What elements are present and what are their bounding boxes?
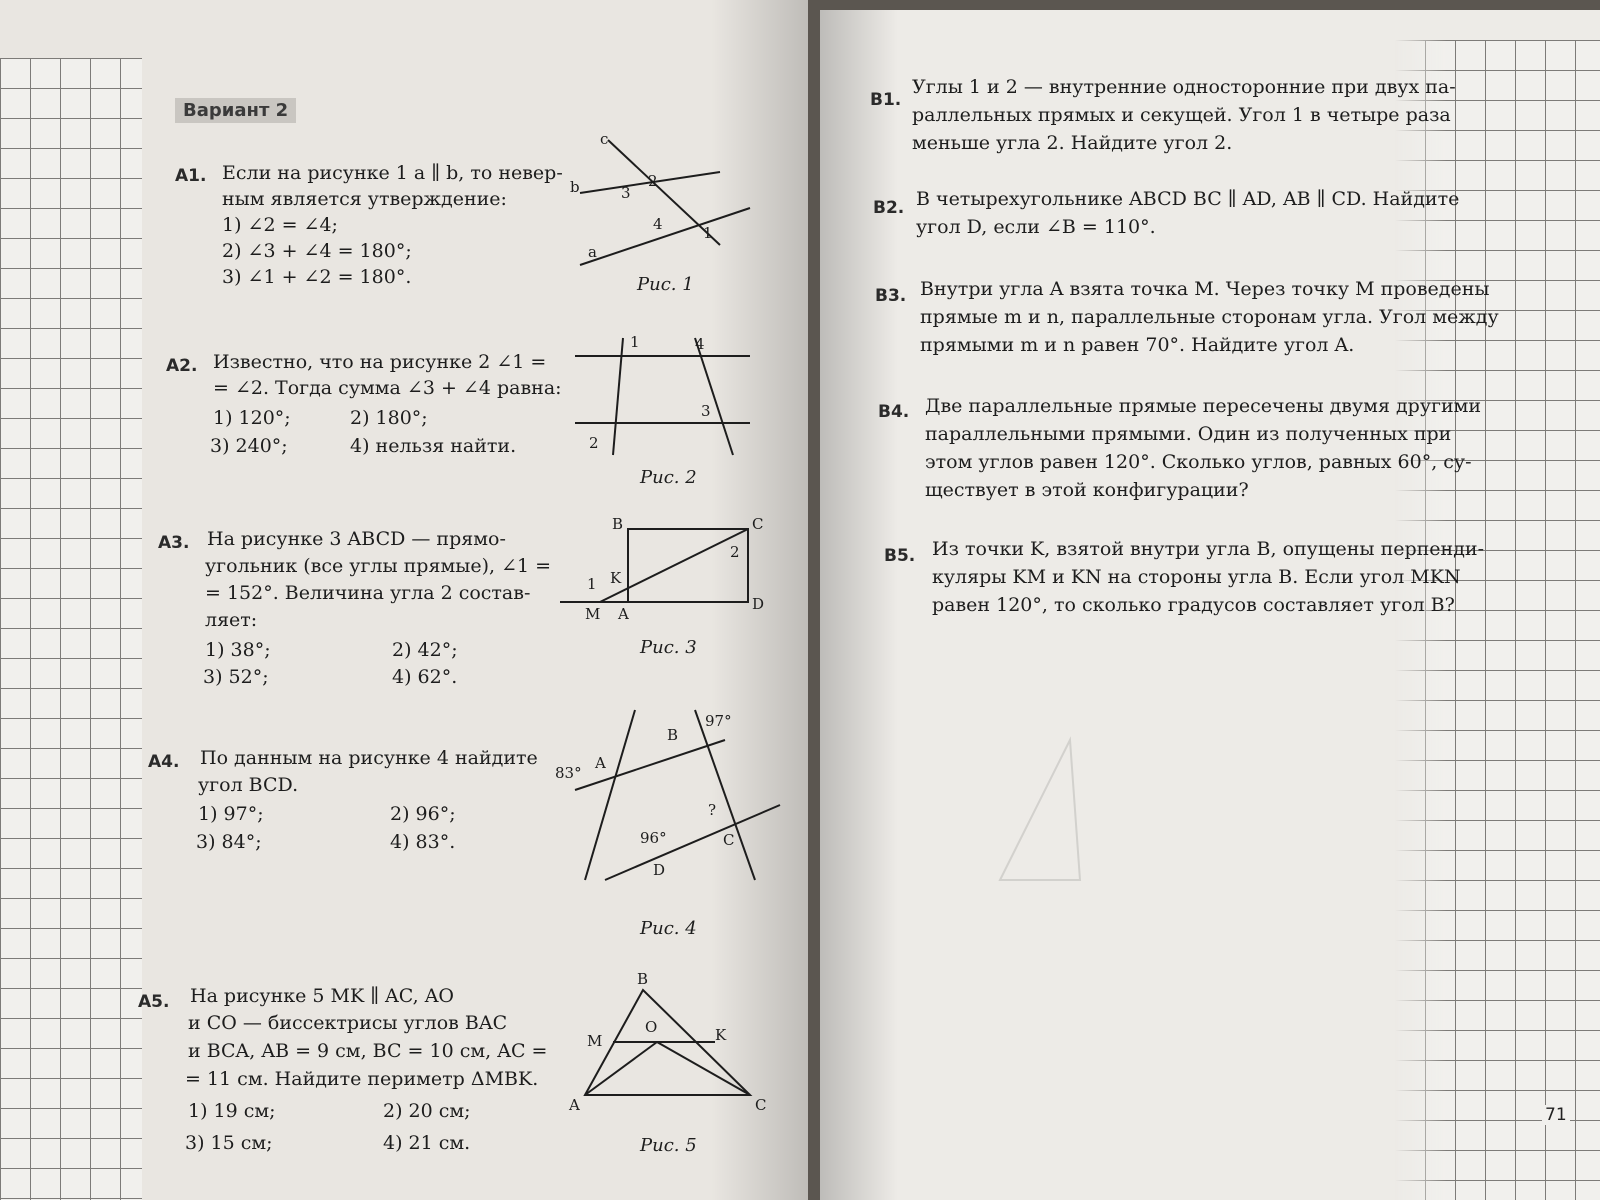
b3-line: Внутри угла A взята точка M. Через точку M проведены — [920, 278, 1490, 300]
fig2-label: 3 — [701, 402, 711, 420]
fig3-caption: Рис. 3 — [640, 637, 697, 658]
fig4-label: C — [723, 831, 735, 849]
b2-label: В2. — [873, 198, 905, 218]
page-number: 71 — [1542, 1105, 1570, 1125]
fig4-label: ? — [708, 801, 717, 819]
figure-2 — [575, 330, 765, 460]
grid-margin-left — [0, 58, 142, 1200]
fig3-label: M — [585, 605, 601, 623]
fig3-label: A — [618, 605, 629, 623]
fig3-label: B — [612, 515, 624, 533]
fig1-label: 1 — [703, 224, 713, 242]
a5-option: 2) 20 см; — [383, 1100, 471, 1122]
fig4-label: 96° — [640, 829, 667, 847]
a4-option: 3) 84°; — [196, 831, 262, 853]
figure-5 — [565, 970, 780, 1120]
a3-line: угольник (все углы прямые), ∠1 = — [205, 555, 552, 577]
a5-label: А5. — [138, 992, 170, 1012]
a2-line: Известно, что на рисунке 2 ∠1 = — [213, 351, 547, 373]
fig3-label: 1 — [587, 575, 597, 593]
fig4-label: 83° — [555, 764, 582, 782]
a1-option: 3) ∠1 + ∠2 = 180°. — [222, 266, 412, 288]
b2-line: угол D, если ∠B = 110°. — [916, 216, 1156, 238]
a5-option: 1) 19 см; — [188, 1100, 276, 1122]
a3-option: 1) 38°; — [205, 639, 271, 661]
b1-line: Углы 1 и 2 — внутренние односторонние при двух па- — [912, 76, 1456, 98]
a2-option: 4) нельзя найти. — [350, 435, 517, 457]
a1-option: 1) ∠2 = ∠4; — [222, 214, 338, 236]
fig4-label: B — [667, 726, 679, 744]
a2-label: А2. — [166, 356, 198, 376]
fig3-label: 2 — [730, 543, 740, 561]
fig1-label: a — [588, 243, 597, 261]
a1-line: ным является утверждение: — [222, 188, 507, 210]
fig2-label: 2 — [589, 434, 599, 452]
b4-line: Две параллельные прямые пересечены двумя другими — [925, 395, 1482, 417]
b5-label: В5. — [884, 546, 916, 566]
fig5-label: M — [587, 1032, 603, 1050]
b4-line: ществует в этой конфигурации? — [925, 479, 1249, 501]
fig5-label: K — [715, 1026, 727, 1044]
b5-line: куляры KM и KN на стороны угла B. Если угол MKN — [932, 566, 1461, 588]
a2-line: = ∠2. Тогда сумма ∠3 + ∠4 равна: — [213, 377, 562, 399]
fig5-label: C — [755, 1096, 767, 1114]
fig5-label: O — [645, 1018, 658, 1036]
b5-line: Из точки K, взятой внутри угла B, опущены перпенди- — [932, 538, 1485, 560]
fig1-label: 4 — [653, 215, 663, 233]
fig3-label: D — [752, 595, 765, 613]
a5-option: 3) 15 см; — [185, 1132, 273, 1154]
bleed-through-triangle — [980, 730, 1140, 930]
fig4-caption: Рис. 4 — [640, 918, 697, 939]
b1-label: В1. — [870, 90, 902, 110]
a4-option: 1) 97°; — [198, 803, 264, 825]
a3-line: На рисунке 3 ABCD — прямо- — [207, 528, 506, 550]
a2-option: 3) 240°; — [210, 435, 288, 457]
fig1-label: b — [570, 178, 580, 196]
fig2-label: 4 — [695, 335, 705, 353]
a5-line: = 11 см. Найдите периметр ΔMBK. — [185, 1068, 539, 1090]
a4-option: 4) 83°. — [390, 831, 456, 853]
a4-label: А4. — [148, 752, 180, 772]
fig1-label: 2 — [648, 172, 658, 190]
b3-line: прямыми m и n равен 70°. Найдите угол A. — [920, 334, 1355, 356]
a2-option: 2) 180°; — [350, 407, 428, 429]
a1-option: 2) ∠3 + ∠4 = 180°; — [222, 240, 412, 262]
a3-option: 4) 62°. — [392, 666, 458, 688]
b2-line: В четырехугольнике ABCD BC ∥ AD, AB ∥ CD. Найдите — [916, 188, 1460, 210]
b4-label: В4. — [878, 402, 910, 422]
figure-3 — [560, 515, 780, 625]
a5-line: и CO — биссектрисы углов BAC — [188, 1012, 508, 1034]
a3-option: 2) 42°; — [392, 639, 458, 661]
b4-line: этом углов равен 120°. Сколько углов, равных 60°, су- — [925, 451, 1472, 473]
fig3-label: C — [752, 515, 764, 533]
b4-line: параллельными прямыми. Один из полученных при — [925, 423, 1452, 445]
b5-line: равен 120°, то сколько градусов составляет угол B? — [932, 594, 1455, 616]
b1-line: меньше угла 2. Найдите угол 2. — [912, 132, 1233, 154]
a3-line: = 152°. Величина угла 2 состав- — [205, 582, 531, 604]
fig1-label: 3 — [621, 184, 631, 202]
a3-label: А3. — [158, 533, 190, 553]
a5-option: 4) 21 см. — [383, 1132, 471, 1154]
a2-option: 1) 120°; — [213, 407, 291, 429]
fig5-label: A — [569, 1096, 580, 1114]
grid-margin-right — [1395, 40, 1600, 1200]
figure-1 — [570, 130, 770, 270]
a3-line: ляет: — [205, 609, 258, 631]
fig5-label: B — [637, 970, 649, 988]
b1-line: раллельных прямых и секущей. Угол 1 в четыре раза — [912, 104, 1451, 126]
right-page — [820, 10, 1600, 1200]
fig2-label: 1 — [630, 333, 640, 351]
fig4-label: A — [595, 754, 606, 772]
a4-option: 2) 96°; — [390, 803, 456, 825]
a3-option: 3) 52°; — [203, 666, 269, 688]
a4-line: По данным на рисунке 4 найдите — [200, 747, 538, 769]
fig2-caption: Рис. 2 — [640, 467, 697, 488]
fig1-label: c — [600, 130, 609, 148]
b3-label: В3. — [875, 286, 907, 306]
fig5-caption: Рис. 5 — [640, 1135, 697, 1156]
fig4-label: D — [653, 861, 666, 879]
fig3-label: K — [610, 569, 622, 587]
fig1-caption: Рис. 1 — [637, 274, 694, 295]
a5-line: и BCA, AB = 9 см, BC = 10 см, AC = — [188, 1040, 548, 1062]
figure-4 — [555, 700, 785, 900]
a1-label: А1. — [175, 166, 207, 186]
fig4-label: 97° — [705, 712, 732, 730]
a5-line: На рисунке 5 MK ∥ AC, AO — [190, 985, 454, 1007]
variant-title: Вариант 2 — [175, 98, 296, 123]
a1-line: Если на рисунке 1 a ∥ b, то невер- — [222, 162, 563, 184]
b3-line: прямые m и n, параллельные сторонам угла. Угол между — [920, 306, 1499, 328]
a4-line: угол BCD. — [198, 774, 299, 796]
